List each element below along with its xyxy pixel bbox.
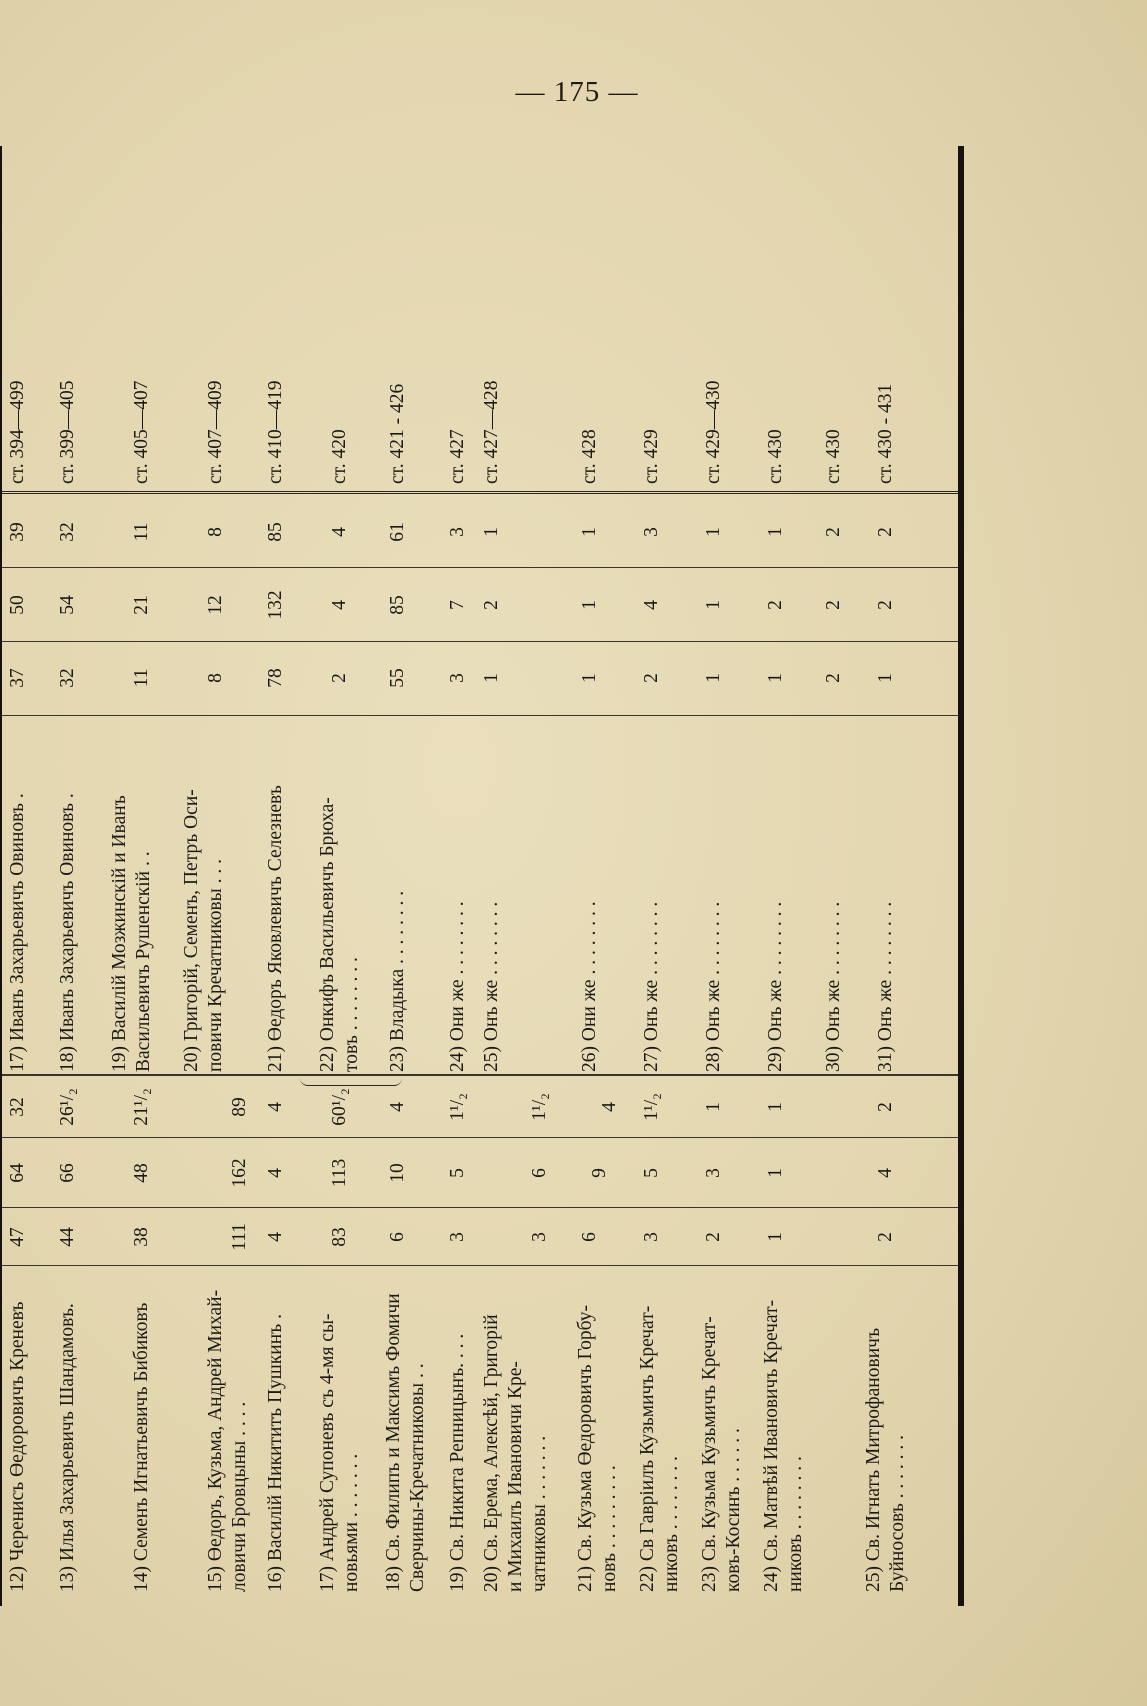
count-2 [822, 1138, 858, 1208]
page-reference: ст. 430 [823, 429, 844, 484]
count-2: 5 [447, 1168, 468, 1178]
count-2: 10 [387, 1163, 408, 1183]
left-name: 14) Семенъ Игнатьевичъ Бибиковъ [131, 1302, 152, 1592]
count-5: 7 [447, 600, 468, 610]
count-3: 60¹/₂ [329, 1088, 350, 1126]
count-2: 162 [229, 1158, 250, 1188]
count-5: 4 [329, 600, 350, 610]
table-row [862, 146, 934, 1606]
count-3: 89 [229, 1097, 250, 1117]
right-name: 29) Онъ же . . . . . . . . [765, 901, 786, 1072]
count-2: 48 [131, 1163, 152, 1183]
page-reference: ст. 430 - 431 [875, 383, 896, 484]
page-reference: ст. 405—407 [131, 380, 152, 484]
count-4: 2 [641, 673, 662, 683]
table-row [6, 146, 52, 1606]
page-reference: ст. 429 [641, 429, 662, 484]
page-reference: ст. 421 - 426 [387, 383, 408, 484]
count-3: 1¹/₂ [447, 1093, 468, 1121]
table-row [316, 146, 378, 1606]
count-1: 44 [57, 1227, 78, 1247]
table-row [636, 146, 694, 1606]
right-name: 20) Григорій, Семенъ, Петръ Оси- повичи Кречатниковы . . . [181, 789, 226, 1072]
count-1: 3 [641, 1232, 662, 1242]
table-row [698, 146, 756, 1606]
count-5: 2 [481, 600, 502, 610]
count-1: 47 [7, 1227, 28, 1247]
left-name: 19) Св. Никита Репницынъ. . . . [447, 1333, 468, 1592]
count-1 [822, 1208, 858, 1266]
count-6: 1 [579, 527, 600, 537]
right-name: 31) Онъ же . . . . . . . . [875, 901, 896, 1072]
count-5: 2 [823, 600, 844, 610]
count-3: 4 [387, 1102, 408, 1112]
count-5: 12 [205, 595, 226, 615]
count-6: 61 [387, 522, 408, 542]
count-5: 4 [641, 600, 662, 610]
count-1: 4 [265, 1232, 286, 1242]
count-2: 64 [7, 1163, 28, 1183]
table-row [760, 146, 818, 1606]
count-2: 6 [529, 1168, 550, 1178]
count-5: 1 [579, 600, 600, 610]
right-name: 17) Иванъ Захарьевичъ Овиновъ . [7, 793, 28, 1072]
left-name: 12) Черенисъ Өедоровичъ Креневъ [7, 1301, 28, 1592]
count-6: 2 [875, 527, 896, 537]
page-number: — 175 — [515, 76, 639, 108]
page-reference: ст. 430 [765, 429, 786, 484]
count-3 [822, 1076, 858, 1138]
count-4: 2 [329, 673, 350, 683]
page-reference: ст. 420 [329, 429, 350, 484]
left-name: 20) Св. Ерема, Алексѣй, Григорій и Михаилъ Ивановичи Кре- чатниковы . . . . . . . [481, 1314, 550, 1592]
right-name: 25) Онъ же . . . . . . . . [481, 901, 502, 1072]
count-5: 2 [765, 600, 786, 610]
count-2: 66 [57, 1163, 78, 1183]
count-5: 1 [703, 600, 724, 610]
count-6: 8 [205, 527, 226, 537]
count-4: 1 [579, 673, 600, 683]
table-row [264, 146, 312, 1606]
left-name: 16) Василій Никититъ Пушкинъ . [265, 1314, 286, 1592]
count-6: 11 [131, 522, 152, 542]
count-4: 3 [447, 673, 468, 683]
count-5: 85 [387, 595, 408, 615]
table-row [822, 146, 858, 1606]
right-name: 18) Иванъ Захарьевичъ Овиновъ . [57, 793, 78, 1072]
right-name: 24) Они же . . . . . . . . [447, 901, 468, 1072]
table-row [108, 146, 176, 1606]
count-6: 4 [329, 527, 350, 537]
left-name: 25) Св. Игнатъ Митрофановичъ Буйносовъ . . . . . . . [863, 1327, 908, 1592]
right-name: 19) Василій Мозжинскій и Иванъ Васильевичъ Рушенскій . . [109, 795, 154, 1072]
left-name: 21) Св. Кузьма Өедоровичъ Горбу- новъ . . . . . . . . . [575, 1305, 620, 1592]
right-name: 30) Онъ же . . . . . . . . [823, 901, 844, 1072]
count-1: 3 [529, 1232, 550, 1242]
right-name: 21) Өедоръ Яковлевичъ Селезневъ [265, 785, 286, 1072]
count-3: 21¹/₂ [131, 1088, 152, 1126]
count-5: 132 [265, 590, 286, 620]
count-5: 54 [57, 595, 78, 615]
count-2: 9 [589, 1168, 610, 1178]
left-name: 18) Св. Филипъ и Максимъ Фомичи Сверчины-Кречатниковы . . [383, 1293, 428, 1592]
left-name: 23) Св. Кузьма Кузьмичъ Кречат- ковъ-Косинъ . . . . . . [699, 1316, 744, 1592]
count-4: 1 [875, 673, 896, 683]
left-name: 22) Св Гавріилъ Кузьмичъ Кречат- никовъ . . . . . . . . [637, 1305, 682, 1592]
left-name [822, 1266, 858, 1592]
table-row [180, 146, 260, 1606]
page-reference: ст. 429—430 [703, 380, 724, 484]
table-top-rule [0, 146, 2, 1606]
count-3: 26¹/₂ [57, 1088, 78, 1126]
count-6: 32 [57, 522, 78, 542]
count-3: 4 [265, 1102, 286, 1112]
count-4: 78 [265, 668, 286, 688]
count-3: 1 [703, 1102, 724, 1112]
count-6: 2 [823, 527, 844, 537]
count-1: 111 [229, 1223, 250, 1251]
count-2: 1 [765, 1168, 786, 1178]
left-name: 13) Илья Захарьевичъ Шандамовъ. [57, 1303, 78, 1592]
count-1: 38 [131, 1227, 152, 1247]
count-4: 1 [481, 673, 502, 683]
table-bottom-rule [958, 146, 964, 1606]
left-name: 24) Св. Матвѣй Ивановичъ Кречат- никовъ . . . . . . . . [761, 1299, 806, 1592]
count-3: 4 [599, 1102, 620, 1112]
count-6: 3 [447, 527, 468, 537]
count-4: 8 [205, 673, 226, 683]
count-3: 1 [765, 1102, 786, 1112]
count-4: 37 [7, 668, 28, 688]
count-3: 1¹/₂ [529, 1093, 550, 1121]
count-6: 39 [7, 522, 28, 542]
page-reference: ст. 407—409 [205, 380, 226, 484]
page-reference: ст. 399—405 [57, 380, 78, 484]
count-5: 21 [131, 595, 152, 615]
count-2: 4 [875, 1168, 896, 1178]
count-3: 32 [7, 1097, 28, 1117]
count-1: 2 [703, 1232, 724, 1242]
count-1: 3 [447, 1232, 468, 1242]
count-1: 83 [329, 1227, 350, 1247]
count-2: 5 [641, 1168, 662, 1178]
page-reference: ст. 427 [447, 429, 468, 484]
rotated-table [0, 146, 966, 1606]
count-4: 55 [387, 668, 408, 688]
count-6: 1 [481, 527, 502, 537]
count-1: 6 [579, 1232, 600, 1242]
count-2: 3 [703, 1168, 724, 1178]
count-3: 2 [875, 1102, 896, 1112]
count-6: 3 [641, 527, 662, 537]
count-6: 85 [265, 522, 286, 542]
count-4: 1 [765, 673, 786, 683]
table-row [446, 146, 474, 1606]
count-6: 1 [703, 527, 724, 537]
count-4: 11 [131, 668, 152, 688]
page-reference: ст. 428 [579, 429, 600, 484]
count-5: 2 [875, 600, 896, 610]
table-row [574, 146, 632, 1606]
table-row [480, 146, 564, 1606]
count-1: 1 [765, 1232, 786, 1242]
left-name: 17) Андрей Супоневъ съ 4-мя сы- новьями . . . . . . . [317, 1313, 362, 1592]
count-4: 32 [57, 668, 78, 688]
count-6: 1 [765, 527, 786, 537]
page-reference: ст. 394—499 [7, 380, 28, 484]
right-name: 23) Владыка . . . . . . . . [387, 890, 408, 1072]
count-1: 6 [387, 1232, 408, 1242]
table-row [382, 146, 442, 1606]
right-name: 27) Онъ же . . . . . . . . [641, 901, 662, 1072]
left-name: 15) Өедоръ, Кузьма, Андрей Михай- ловичи Бровцыны . . . . [205, 1289, 250, 1592]
count-5: 50 [7, 595, 28, 615]
count-1: 2 [875, 1232, 896, 1242]
count-2: 113 [329, 1158, 350, 1188]
right-name: 28) Онъ же . . . . . . . . [703, 901, 724, 1072]
count-4: 1 [703, 673, 724, 683]
page-reference: ст. 427—428 [481, 380, 502, 484]
right-name: 26) Они же . . . . . . . . [579, 901, 600, 1072]
table-row [56, 146, 102, 1606]
count-2: 4 [265, 1168, 286, 1178]
count-4: 2 [823, 673, 844, 683]
page-reference: ст. 410—419 [265, 380, 286, 484]
right-name: 22) Онкифъ Васильевичъ Брюха- товъ . . . . . . . . [317, 797, 362, 1072]
count-3: 1¹/₂ [641, 1093, 662, 1121]
